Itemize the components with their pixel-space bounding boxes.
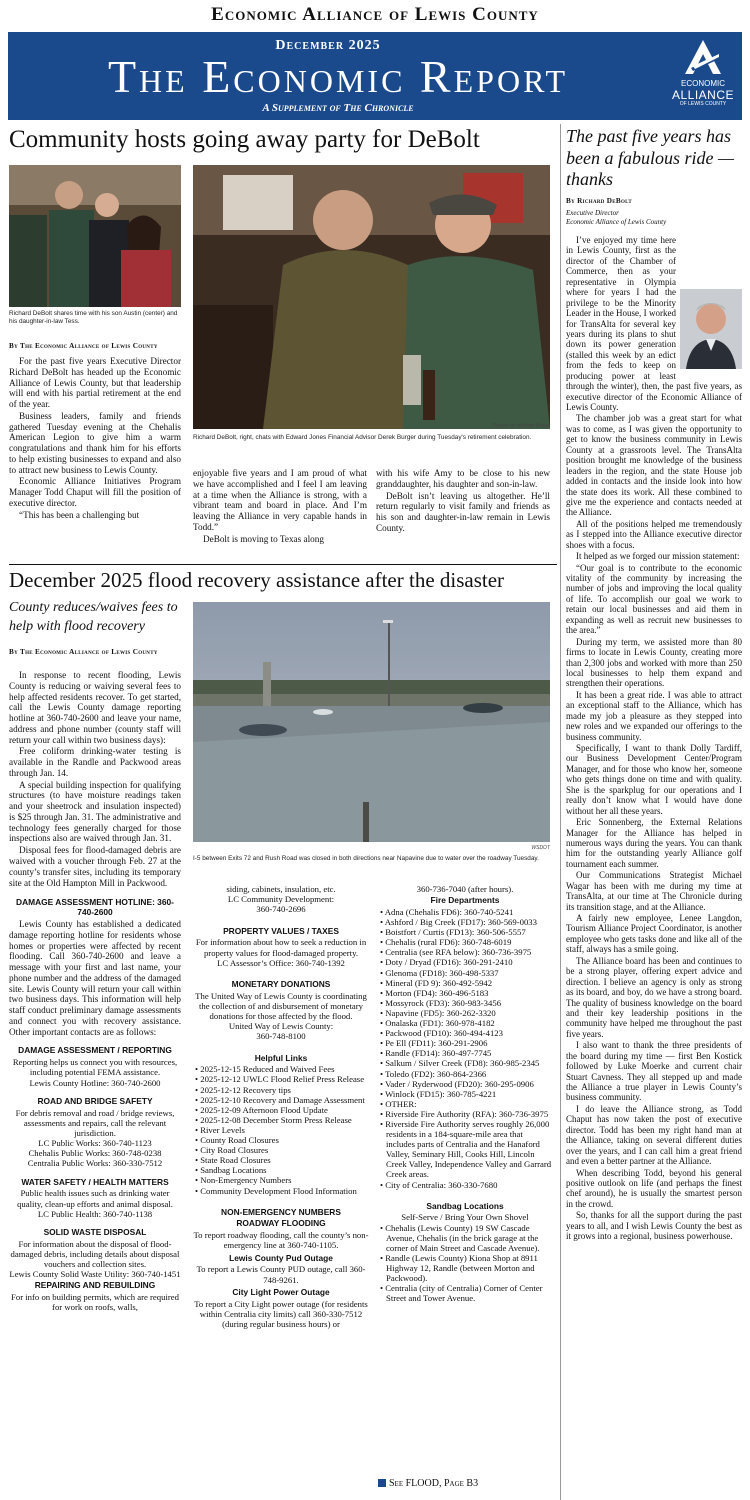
road-bridge-text: For debris removal and road / bridge reviews, assessments and repairs, call the relevant jurisdiction. bbox=[15, 1107, 175, 1138]
pud-outage-heading: Lewis County Pud Outage bbox=[229, 1252, 333, 1263]
city-light-text-2: (during regular business hours) or bbox=[222, 1318, 340, 1329]
supplement-line: A Supplement of The Chronicle bbox=[262, 102, 414, 114]
see-more-text: See FLOOD, Page B3 bbox=[389, 1478, 479, 1489]
helpful-link[interactable]: • State Road Closures bbox=[193, 1155, 369, 1165]
story1-byline: By The Economic Alliance of Lewis County bbox=[9, 342, 158, 350]
road-bridge-line: LC Public Works: 360-740-1123 bbox=[38, 1138, 152, 1149]
story2-col3 bbox=[378, 884, 552, 1303]
story1-paragraph: DeBolt isn’t leaving us altogether. He’ll return regularly to visit family and friends as his son and daughter-in-law remain in Lewis County. bbox=[376, 490, 550, 533]
story1-photo-chat bbox=[193, 165, 550, 429]
logo-line-3: OF LEWIS COUNTY bbox=[679, 101, 727, 108]
solid-waste-text: For information about the disposal of flood-damaged debris, including details about disposal vouchers and collection sites. bbox=[10, 1238, 180, 1270]
sidebar-paragraph: Our Communications Strategist Michael Wagar has been with me during my time at TransAlta, at our time at The Chronicle during its transition stage, and at the Alliance. bbox=[566, 870, 742, 912]
story2-flood-photo bbox=[193, 602, 550, 842]
fire-dept-item: • Randle (FD14): 360-497-7745 bbox=[378, 1048, 552, 1058]
org-name: Economic Alliance of Lewis County bbox=[211, 4, 539, 25]
fire-dept-item: • Morton (FD4): 360-496-5183 bbox=[378, 988, 552, 998]
story1-col3 bbox=[376, 468, 550, 535]
fire-dept-item: • Packwood (FD10): 360-494-4123 bbox=[378, 1028, 552, 1038]
helpful-link[interactable]: • 2025-12-10 Recovery and Damage Assessment bbox=[193, 1095, 369, 1105]
fire-dept-item: • Onalaska (FD1): 360-978-4182 bbox=[378, 1018, 552, 1028]
monetary-donations-line: United Way of Lewis County: bbox=[228, 1021, 334, 1032]
alliance-triangle-icon bbox=[683, 38, 723, 76]
sidebar-byline: By Richard DeBolt bbox=[566, 196, 632, 205]
repairing-heading: REPAIRING AND REBUILDING bbox=[34, 1280, 156, 1291]
story2-paragraph: Disposal fees for flood-damaged debris are waived with a voucher through Feb. 27 at the county’s transfer sites, including its temporary site at the Old Hampton Mill in Packwood. bbox=[9, 845, 181, 888]
masthead-banner bbox=[8, 32, 742, 120]
fire-dept-item: • Winlock (FD15): 360-785-4221 bbox=[378, 1089, 552, 1099]
water-safety-line: LC Public Health: 360-740-1138 bbox=[37, 1208, 153, 1219]
fire-dept-item: • Chehalis (rural FD6): 360-748-6019 bbox=[378, 937, 552, 947]
helpful-link[interactable]: • County Road Closures bbox=[193, 1135, 369, 1145]
story2-paragraph: A special building inspection for qualifying structures (to have moisture readings taken and your sheetrock and insulation inspected) is $25 through Jan. 31. The administrative and technology fees generally charged for those inspections also are waived through Jan. 31. bbox=[9, 779, 181, 844]
sidebar-paragraph: The Alliance board has been and continues to be a strong player, offering expert advice and direction. I believe an agency is only as strong as its board, and boy, do we have a strong board. The quality of business knowledge on the board and their key leadership positions in the community have helped me throughout the past five years. bbox=[566, 955, 742, 1039]
fire-dept-item: • Riverside Fire Authority serves roughly 26,000 residents in a 184-square-mile area that includes parts of Centralia and the Hanaford Valley, Seminary Hill, Cooks Hill, Lincoln Creek Valley, Independence Valley and Garrard Creek areas. bbox=[378, 1119, 552, 1180]
helpful-link[interactable]: • Community Development Flood Information bbox=[193, 1186, 369, 1196]
pud-outage-text: To report a Lewis County PUD outage, call 360-748-9261. bbox=[196, 1264, 366, 1285]
sidebar-paragraph: All of the positions helped me tremendously as I stepped into the Alliance executive director shoes with a focus. bbox=[566, 518, 742, 550]
helpful-link[interactable]: • City Road Closures bbox=[193, 1145, 369, 1155]
helpful-link[interactable]: • 2025-12-09 Afternoon Flood Update bbox=[193, 1105, 369, 1115]
sandbag-list bbox=[378, 1223, 552, 1304]
story2-paragraph: Free coliform drinking-water testing is available in the Randle and Packwood areas through Jan. 14. bbox=[9, 746, 181, 778]
road-bridge-line: Chehalis Public Works: 360-748-0238 bbox=[28, 1148, 162, 1159]
fire-dept-item: • Glenoma (FD18): 360-498-5337 bbox=[378, 968, 552, 978]
sidebar-paragraph: During my term, we assisted more than 80 firms to locate in Lewis County, creating more than 2,300 jobs and worked with more than 250 local businesses to help them expand and strengthen their operations. bbox=[566, 636, 742, 689]
story1-paragraph: “This has been a challenging but bbox=[19, 509, 140, 520]
story1-paragraph: For the past five years Executive Director Richard DeBolt has headed up the Economic Alliance of Lewis County, but that leadership will end with his partial retirement at the end of the year. bbox=[9, 356, 181, 410]
story1-paragraph: DeBolt is moving to Texas along bbox=[203, 533, 324, 544]
sandbag-item: • Randle (Lewis County) Kiona Shop at 8911 Highway 12, Randle (between Morton and Packwood). bbox=[378, 1253, 552, 1283]
sidebar-role-1: Executive Director bbox=[566, 209, 619, 218]
fire-dept-item: • Pe Ell (FD11): 360-291-2906 bbox=[378, 1038, 552, 1048]
fire-departments-list bbox=[378, 907, 552, 1190]
fire-dept-item: • Mossyrock (FD3): 360-983-3456 bbox=[378, 998, 552, 1008]
story2-byline: By The Economic Alliance of Lewis County bbox=[9, 648, 158, 656]
story1-col1 bbox=[9, 356, 181, 521]
story1-photo2-caption: Richard DeBolt, right, chats with Edward Jones Financial Advisor Derek Burger during Tuesday's retirement celebration. bbox=[193, 434, 532, 441]
fire-dept-item: • OTHER: bbox=[378, 1099, 552, 1109]
monetary-donations-phone: 360-748-8100 bbox=[256, 1031, 306, 1042]
road-bridge-heading: ROAD AND BRIDGE SAFETY bbox=[37, 1095, 153, 1106]
sidebar-paragraph: So, thanks for all the support during the past years to all, and I wish Lewis County the best as it grows into a regional, business powerhouse. bbox=[566, 1210, 742, 1242]
city-light-text: To report a City Light power outage (for residents within Centralia city limits) call 360-330-7512 bbox=[194, 1298, 368, 1319]
roadway-flooding-text: To report roadway flooding, call the county’s non-emergency line at 360-740-1105. bbox=[193, 1230, 369, 1251]
sidebar-paragraph: Eric Sonnenberg, the External Relations Manager for the Alliance has helped in numerous ways during the years. You can thank him for the outstanding yearly Alliance golf tournament each summer. bbox=[566, 817, 742, 869]
sidebar-column bbox=[566, 126, 742, 226]
city-light-heading: City Light Power Outage bbox=[232, 1286, 330, 1297]
damage-reporting-text: Reporting helps us connect you with resources, including potential FEMA assistance. bbox=[12, 1057, 178, 1078]
sidebar-paragraph: It has been a great ride. I was able to attract an exceptional staff to the Alliance, which has made my job a pleasure as they stepped into new roles and we expanded our offerings to the business community. bbox=[566, 689, 742, 742]
damage-reporting-line: Lewis County Hotline: 360-740-2600 bbox=[29, 1077, 161, 1088]
helpful-links-list bbox=[193, 1064, 369, 1195]
story2-paragraph: In response to recent flooding, Lewis County is reducing or waiving several fees to help affected residents recover. To get started, call the Lewis County damage reporting hotline at 360-740-2600 and leave your name, address and phone number (county staff will return your call within two business days): bbox=[9, 670, 181, 745]
helpful-link[interactable]: • 2025-12-12 UWLC Flood Relief Press Release bbox=[193, 1074, 369, 1084]
publication-title: The Economic Report bbox=[107, 51, 569, 102]
sidebar-paragraph: Specifically, I want to thank Dolly Tardiff, our Business Development Center/Program Manager, and for those who know her, someone who gets things done on time and with quality. She is the sparkplug for our operations and I really don’t know what I would have done without her all these years. bbox=[566, 743, 742, 816]
jump-marker-icon bbox=[378, 1479, 386, 1487]
sandbag-item: • Centralia (city of Centralia) Corner of Center Street and Tower Avenue. bbox=[378, 1283, 552, 1303]
story2-photo-caption: I-5 between Exits 72 and Rush Road was closed in both directions near Napavine due to water over the roadway Tuesday. bbox=[193, 855, 539, 862]
story1-col2 bbox=[193, 468, 367, 545]
fire-dept-item: • Boistfort / Curtis (FD13): 360-506-5557 bbox=[378, 927, 552, 937]
fire-dept-item: • City of Centralia: 360-330-7680 bbox=[378, 1180, 552, 1190]
col2-top-text: siding, cabinets, insulation, etc. bbox=[226, 884, 336, 894]
sandbag-heading: Sandbag Locations bbox=[426, 1200, 504, 1211]
damage-reporting-heading: DAMAGE ASSESSMENT / REPORTING bbox=[18, 1045, 172, 1056]
property-values-heading: PROPERTY VALUES / TAXES bbox=[223, 925, 339, 936]
sidebar-paragraph: I’ve enjoyed my time here in Lewis County, first as the director of the Chamber of Commerce, then as your representative in Olympia where for years I had the privilege to be the Minority Leader in the House, I worked for TransAlta for several key years during its plans to shut down its power generation (stalled this week by an edict from the feds to keep on producing power at least through the winter), then, the past five years, as executive director of the Economic Alliance of Lewis County. bbox=[566, 235, 742, 412]
fire-dept-item: • Doty / Dryad (FD16): 360-291-2410 bbox=[378, 957, 552, 967]
sidebar-headline: The past five years has been a fabulous ride — thanks bbox=[566, 126, 734, 190]
property-values-line: LC Assessor’s Office: 360-740-1392 bbox=[217, 957, 345, 968]
sidebar-paragraph: A fairly new employee, Lenee Langdon, Tourism Alliance Project Coordinator, is another employee who gets tasks done and like all of the staff, always has a smile going. bbox=[566, 913, 742, 955]
story2-col1 bbox=[9, 670, 181, 1313]
water-safety-text: Public health issues such as drinking water quality, clean-up efforts and animal disposal. bbox=[17, 1188, 173, 1209]
fire-dept-item: • Centralia (see RFA below): 360-736-3975 bbox=[378, 947, 552, 957]
fire-departments-heading: Fire Departments bbox=[430, 895, 500, 906]
story1-paragraph: Economic Alliance Initiatives Program Manager Todd Chaput will fill the position of executive director. bbox=[9, 476, 181, 508]
story1-paragraph: Business leaders, family and friends gathered Tuesday evening at the Chehalis American Legion to give him a warm congratulations and thank him for his efforts to help existing businesses to expand and also to attract new business to Lewis County. bbox=[9, 410, 181, 475]
helpful-link[interactable]: • 2025-12-12 Recovery tips bbox=[193, 1085, 369, 1095]
sidebar-paragraph: I do leave the Alliance strong, as Todd Chaput has now taken the post of executive director. Todd has been my right hand man at the Alliance, taking on several different duties over the years, and I can call him a great friend and even a better partner at the Alliance. bbox=[566, 1103, 742, 1167]
road-bridge-line: Centralia Public Works: 360-330-7512 bbox=[27, 1158, 163, 1169]
sidebar-paragraph: When describing Todd, beyond his general positive outlook on life (and perhaps the finest chef around), he is usually the smartest person in the crowd. bbox=[566, 1167, 742, 1209]
story1-paragraph: with his wife Amy to be close to his new granddaughter, his daughter and son-in-law. bbox=[376, 468, 550, 489]
logo-line-1: ECONOMIC bbox=[681, 78, 725, 88]
water-safety-heading: WATER SAFETY / HEALTH MATTERS bbox=[21, 1176, 169, 1187]
story1-photo-family bbox=[9, 165, 181, 307]
solid-waste-line: Lewis County Solid Waste Utility: 360-740-1451 bbox=[9, 1269, 181, 1280]
roadway-flooding-heading: ROADWAY FLOODING bbox=[236, 1218, 326, 1229]
monetary-donations-heading: MONETARY DONATIONS bbox=[231, 978, 331, 989]
sidebar-body bbox=[566, 235, 742, 1243]
story1-photo2-credit: Photos by Michael Wagar bbox=[493, 423, 550, 429]
monetary-donations-text: The United Way of Lewis County is coordinating the collection of and disbursement of monetary donations for those affected by the flood. bbox=[195, 990, 367, 1022]
sidebar-paragraph: “Our goal is to contribute to the economic vitality of the community by increasing the number of jobs and improving the local quality of life. To accomplish our goal we work to retain our local businesses and aid them in expanding as well as recruit new businesses to the area.” bbox=[566, 562, 742, 636]
fire-dept-item: • Salkum / Silver Creek (FD8): 360-985-2345 bbox=[378, 1058, 552, 1068]
story2-col2 bbox=[193, 884, 369, 1329]
see-more-jump[interactable] bbox=[378, 1478, 552, 1490]
story2-photo-credit: WSDOT bbox=[531, 845, 550, 851]
hotline-text: Lewis County has established a dedicated damage reporting hotline for residents whose homes or properties were affected by recent flooding. Call 360-740-2600 and leave a message with your first and last name, your phone number and the address of the damaged site. Lewis County will return your call within two business days. This information will help staff conduct preliminary damage assessments and connect you with recovery assistance. Other important contacts are as follows: bbox=[9, 918, 181, 1037]
story1-paragraph: enjoyable five years and I am proud of what we have accomplished and I feel I am leaving at a time when the Alliance is strong, with a vibrant team and board in place. And I’m leaving the Alliance in very capable hands in Todd.” bbox=[193, 468, 367, 532]
sidebar-paragraph: I also want to thank the three presidents of the board during my time — first Ben Kostick followed by Luke Moerke and current chair Stuart Cavness. They all stepped up and made the Alliance a true player in Lewis County’s business community. bbox=[566, 1040, 742, 1103]
story1-headline: Community hosts going away party for DeBolt bbox=[9, 126, 480, 153]
sidebar-paragraph: The chamber job was a great start for what was to come, as I was given the opportunity to get to know the business community in Lewis County at a grassroots level. The TransAlta position brought me knowledge of the business leaders in the region, and the state House job added in contacts and the inside look into how the state does its work. All these combined to give me the experience and contacts needed at the Alliance. bbox=[566, 413, 742, 518]
fire-dept-item: • Toledo (FD2): 360-864-2366 bbox=[378, 1069, 552, 1079]
solid-waste-heading: SOLID WASTE DISPOSAL bbox=[43, 1226, 147, 1237]
helpful-link[interactable]: • Non-Emergency Numbers bbox=[193, 1175, 369, 1185]
helpful-link[interactable]: • 2025-12-08 December Storm Press Release bbox=[193, 1115, 369, 1125]
fire-dept-item: • Ashford / Big Creek (FD17): 360-569-0033 bbox=[378, 917, 552, 927]
fire-dept-item: • Adna (Chehalis FD6): 360-740-5241 bbox=[378, 907, 552, 917]
issue-date: December 2025 bbox=[275, 38, 381, 53]
fire-dept-item: • Mineral (FD 9): 360-492-5942 bbox=[378, 978, 552, 988]
helpful-links-heading: Helpful Links bbox=[254, 1052, 308, 1063]
non-emergency-heading: NON-EMERGENCY NUMBERS bbox=[221, 1206, 341, 1217]
repairing-text: For info on building permits, which are required for work on roofs, walls, bbox=[11, 1292, 179, 1313]
story2-headline: December 2025 flood recovery assistance after the disaster bbox=[9, 568, 505, 592]
city-light-after-hours: 360-736-7040 (after hours). bbox=[416, 884, 514, 894]
sidebar-role-2: Economic Alliance of Lewis County bbox=[566, 217, 667, 226]
alliance-logo bbox=[670, 38, 736, 116]
sidebar-paragraph: It helped as we forged our mission statement: bbox=[576, 551, 740, 562]
sandbag-item: • Chehalis (Lewis County) 19 SW Cascade Avenue, Chehalis (in the brick garage at the corner of Main Street and Cascade Avenue). bbox=[378, 1223, 552, 1253]
community-dev-phone: 360-740-2696 bbox=[256, 904, 306, 915]
logo-line-2: ALLIANCE bbox=[671, 88, 735, 103]
story2-subhead: County reduces/waives fees to help with flood recovery bbox=[9, 600, 178, 634]
fire-dept-item: • Riverside Fire Authority (RFA): 360-736-3975 bbox=[378, 1109, 552, 1119]
community-dev-line: LC Community Development: bbox=[227, 894, 335, 905]
story1-photo1-caption: Richard DeBolt shares time with his son Austin (center) and his daughter-in-law Tess. bbox=[9, 310, 178, 325]
hotline-heading: DAMAGE ASSESSMENT HOTLINE: 360-740-2600 bbox=[16, 897, 174, 918]
fire-dept-item: • Vader / Ryderwood (FD20): 360-295-0906 bbox=[378, 1079, 552, 1089]
property-values-text: For information about how to seek a reduction in property values for flood-damaged property. bbox=[195, 937, 367, 958]
helpful-link[interactable]: • River Levels bbox=[193, 1125, 369, 1135]
helpful-link[interactable]: • Sandbag Locations bbox=[193, 1165, 369, 1175]
helpful-link[interactable]: • 2025-12-15 Reduced and Waived Fees bbox=[193, 1064, 369, 1074]
fire-dept-item: • Napavine (FD5): 360-262-3320 bbox=[378, 1008, 552, 1018]
sandbag-subhead: Self-Serve / Bring Your Own Shovel bbox=[401, 1212, 529, 1223]
